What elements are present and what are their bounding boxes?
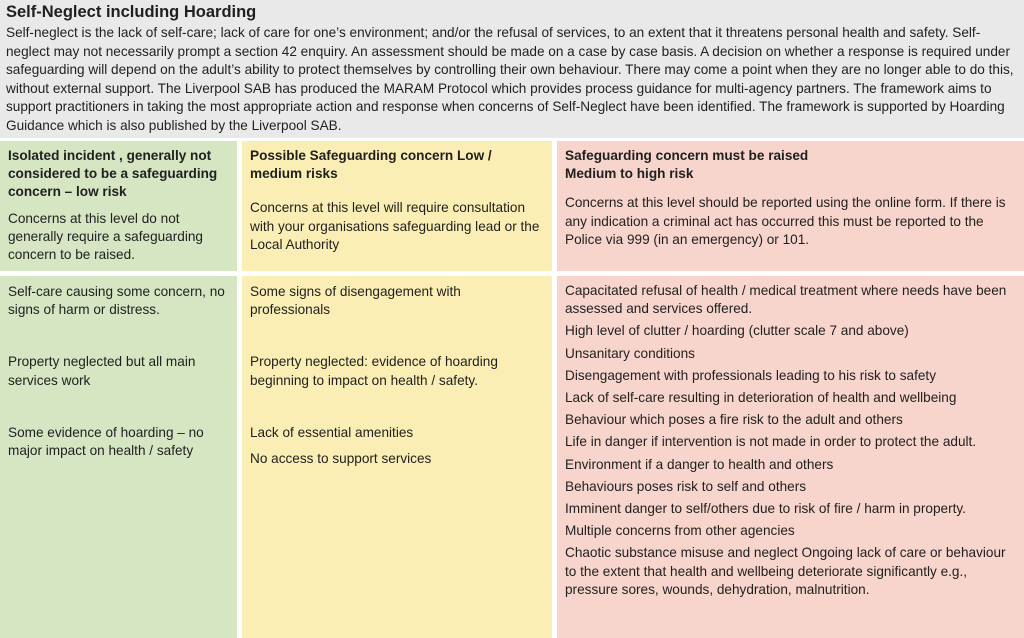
list-item: Self-care causing some concern, no signs of harm or distress. — [8, 284, 225, 318]
list-item: Lack of essential amenities — [250, 424, 414, 440]
list-item: Behaviours poses risk to self and others — [565, 478, 807, 494]
list-item: Multiple concerns from other agencies — [565, 523, 795, 539]
list-item: Lack of self-care resulting in deterioration of health and wellbeing — [565, 390, 957, 406]
medium-risk-heading: Possible Safeguarding concern Low / medium risks — [250, 148, 492, 182]
high-risk-heading-line1: Safeguarding concern must be raised — [565, 148, 809, 163]
intro-text: Self-neglect is the lack of self-care; lack of care for one’s environment; and/or the refusal of services, to an extent that it threatens personal health and safety. Self-neglect may not necessarily prompt a section 42 enquiry. An assessment should be made on a case by case basis. A decision on whether a response is required under safeguarding will depend on the adult’s ability to protect themselves by controlling their own behaviour. There may come a point when they are no longer able to do this, without external support. The Liverpool SAB has produced the MARAM Protocol which provides process guidance for multi-agency partners. The framework aims to support practitioners in taking the most appropriate action and response when concerns of Self-Neglect have been identified. The framework is supported by Hoarding Guidance which is also published by the Liverpool SAB. — [6, 25, 1014, 133]
low-risk-header-cell — [0, 141, 237, 271]
list-item: Disengagement with professionals leading to his risk to safety — [565, 367, 937, 383]
list-item: Property neglected: evidence of hoarding beginning to impact on health / safety. — [250, 354, 498, 388]
list-item: Capacitated refusal of health / medical treatment where needs have been assessed and services offered. — [565, 283, 1007, 317]
medium-risk-header-cell — [242, 141, 552, 271]
list-item: Imminent danger to self/others due to risk of fire / harm in property. — [565, 501, 966, 517]
low-risk-items-cell — [0, 276, 237, 638]
page-title: Self-Neglect including Hoarding — [6, 3, 257, 21]
list-item: High level of clutter / hoarding (clutter scale 7 and above) — [565, 323, 909, 339]
high-risk-items-cell — [557, 276, 1024, 638]
medium-risk-description: Concerns at this level will require consultation with your organisations safeguarding lead or the Local Authority — [250, 200, 540, 252]
list-item: Chaotic substance misuse and neglect Ongoing lack of care or behaviour to the extent that health and wellbeing deteriorate significantly e.g., pressure sores, wounds, dehydration, malnutrition. — [565, 545, 1006, 597]
list-item: Unsanitary conditions — [565, 345, 695, 361]
list-item: Life in danger if intervention is not made in order to protect the adult. — [565, 434, 977, 450]
low-risk-description: Concerns at this level do not generally require a safeguarding concern to be raised. — [8, 210, 203, 263]
list-item: Some signs of disengagement with professionals — [250, 284, 461, 318]
medium-risk-items-cell — [242, 276, 552, 638]
list-item: Behaviour which poses a fire risk to the adult and others — [565, 412, 903, 428]
risk-table — [0, 141, 1024, 638]
list-item: No access to support services — [250, 451, 432, 467]
high-risk-heading-line2: Medium to high risk — [565, 166, 694, 182]
list-item: Property neglected but all main services work — [8, 354, 196, 388]
list-item: Some evidence of hoarding – no major impact on health / safety — [8, 424, 204, 459]
high-risk-header-cell — [557, 141, 1024, 271]
high-risk-description: Concerns at this level should be reported using the online form. If there is any indication a criminal act has occurred this must be reported to the Police via 999 (in an emergency) or 101. — [565, 195, 1006, 247]
list-item: Environment if a danger to health and others — [565, 456, 834, 472]
intro-section — [0, 0, 1024, 138]
low-risk-heading: Isolated incident , generally not considered to be a safeguarding concern – low risk — [8, 148, 218, 200]
